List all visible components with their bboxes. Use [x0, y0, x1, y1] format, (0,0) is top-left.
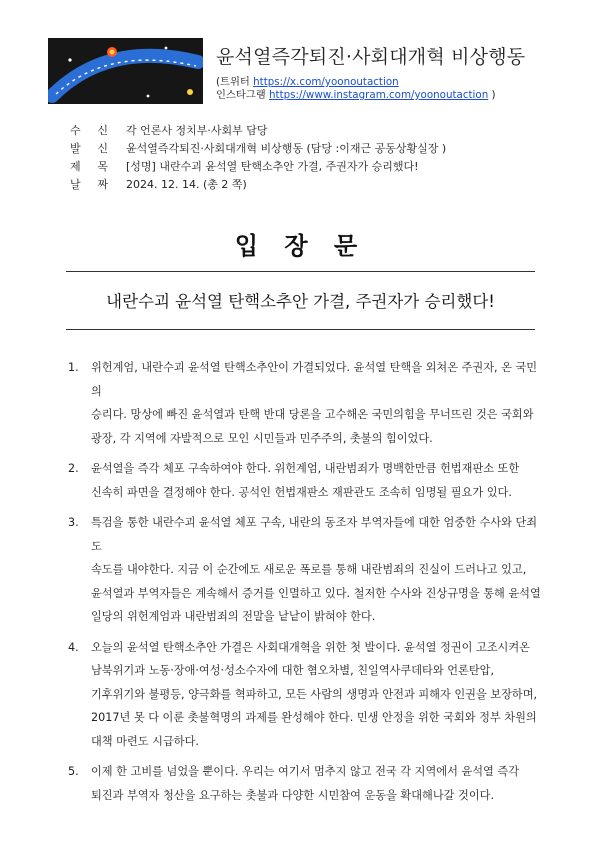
item-line: 승리다. 망상에 빠진 윤석열과 탄핵 반대 당론을 고수해온 국민의힘을 무너뜨린 것은 국회와: [91, 408, 534, 421]
statement-item: [68, 511, 544, 629]
document-meta: [70, 122, 446, 194]
item-text: [91, 760, 544, 807]
item-text: [91, 636, 544, 754]
organization-name: 윤석열즉각퇴진·사회대개혁 비상행동: [216, 46, 526, 68]
document-title: 입 장 문: [234, 232, 367, 260]
item-line: 기후위기와 불평등, 양극화를 혁파하고, 모든 사람의 생명과 안전과 피해자 인권을 보장하며,: [91, 687, 538, 701]
meta-subject: [70, 158, 446, 176]
item-line: 남북위기과 노동·장애·여성·성소수자에 대한 혐오차별, 친일역사쿠데타와 언론탄압,: [91, 664, 495, 677]
item-number: 4.: [68, 640, 79, 654]
item-line: 광장, 각 지역에 자발적으로 모인 시민들과 민주주의, 촛불의 힘이었다.: [91, 431, 433, 445]
item-text: [91, 457, 544, 504]
meta-value: 각 언론사 정치부·사회부 담당: [126, 124, 268, 137]
meta-recipient: [70, 122, 446, 140]
organization-logo: [48, 38, 203, 104]
item-line: 윤석열과 부역자들은 계속해서 증거를 인멸하고 있다. 철저한 수사와 진상규명을 통해 윤석열: [91, 586, 541, 600]
title-divider: [66, 271, 535, 272]
headline-divider: [66, 329, 535, 330]
instagram-suffix: ): [488, 89, 496, 101]
statement-items: [68, 356, 544, 814]
statement-item: [68, 760, 544, 807]
item-line: 특검을 통한 내란수괴 윤석열 체포 구속, 내란의 동조자 부역자들에 대한 엄중한 수사와 단죄도: [91, 516, 538, 553]
statement-item: [68, 356, 544, 450]
meta-date: [70, 176, 446, 194]
item-line: 퇴진과 부역자 청산을 요구하는 촛불과 다양한 시민참여 운동을 확대해나갈 것이다.: [91, 788, 495, 802]
logo-graphic: [48, 38, 203, 104]
item-line: 위헌계엄, 내란수괴 윤석열 탄핵소추안이 가결되었다. 윤석열 탄핵을 외쳐온 주권자, 온 국민의: [91, 361, 538, 398]
item-line: 속도를 내야한다. 지금 이 순간에도 새로운 폭로를 통해 내란범죄의 진실이 드러나고 있고,: [91, 563, 527, 576]
organization-info: [216, 42, 525, 102]
twitter-line: [216, 76, 525, 89]
item-line: 신속히 파면을 결정해야 한다. 공석인 헌법재판소 재판관도 조속히 임명될 필요가 있다.: [91, 485, 512, 499]
item-number: 5.: [68, 765, 79, 778]
item-number: 1.: [68, 361, 79, 374]
meta-value: [성명] 내란수괴 윤석열 탄핵소추안 가결, 주권자가 승리했다!: [126, 160, 419, 173]
item-line: 윤석열을 즉각 체포 구속하여야 한다. 위헌계엄, 내란범죄가 명백한만큼 헌법재판소 또한: [91, 462, 520, 475]
twitter-link[interactable]: https://x.com/yoonoutaction: [253, 76, 399, 88]
item-line: 이제 한 고비를 넘었을 뿐이다. 우리는 여기서 멈추지 않고 전국 각 지역에서 윤석열 즉각: [91, 765, 520, 778]
instagram-label: 인스타그램: [216, 89, 270, 101]
meta-value: 2024. 12. 14. (총 2 쪽): [126, 178, 247, 191]
statement-item: [68, 636, 544, 754]
item-text: [91, 511, 544, 629]
statement-item: [68, 457, 544, 504]
item-line: 2017년 못 다 이룬 촛불혁명의 과제를 완성해야 한다. 민생 안정을 위한 국회와 정부 차원의: [91, 711, 537, 724]
item-number: 2.: [68, 462, 79, 475]
meta-value: 윤석열즉각퇴진·사회대개혁 비상행동 (담당 :이재근 공동상황실장 ): [126, 142, 447, 155]
meta-key: 제 목: [70, 160, 108, 173]
item-line: 일당의 위헌계엄과 내란범죄의 전말을 낱낱이 밝혀야 한다.: [91, 610, 376, 623]
contact-info: [216, 76, 525, 102]
meta-key: 수 신: [70, 124, 108, 137]
item-number: 3.: [68, 516, 79, 529]
item-text: [91, 356, 544, 450]
item-line: 오늘의 윤석열 탄핵소추안 가결은 사회대개혁을 위한 첫 발이다. 윤석열 정권이 고조시켜온: [91, 640, 530, 654]
meta-key: 발 신: [70, 142, 108, 155]
instagram-link[interactable]: https://www.instagram.com/yoonoutaction: [269, 89, 489, 101]
instagram-line: [216, 89, 525, 102]
twitter-label: (트위터: [216, 76, 254, 88]
item-line: 대책 마련도 시급하다.: [91, 734, 199, 748]
statement-headline: 내란수괴 윤석열 탄핵소추안 가결, 주권자가 승리했다!: [106, 292, 495, 311]
meta-sender: [70, 140, 446, 158]
document-header: [48, 38, 553, 106]
meta-key: 날 짜: [70, 178, 108, 191]
